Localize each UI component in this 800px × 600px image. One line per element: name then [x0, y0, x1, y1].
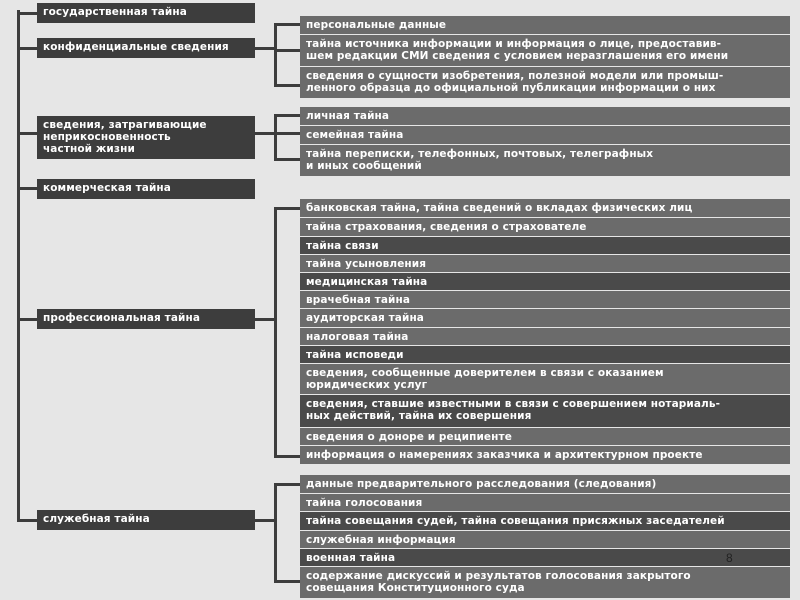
- item-communication-secret: тайна связи: [300, 237, 790, 254]
- item-military-secret: военная тайна: [300, 549, 790, 566]
- item-constitutional-court: содержание дискуссий и результатов голосования закрытого совещания Конституционного суда: [300, 567, 790, 598]
- item-personal-data: персональные данные: [300, 16, 790, 34]
- category-state-secret: государственная тайна: [37, 3, 255, 23]
- item-judges-deliberation: тайна совещания судей, тайна совещания присяжных заседателей: [300, 512, 790, 530]
- group-bracket: [274, 114, 277, 161]
- connector: [274, 84, 300, 87]
- item-architecture-info: информация о намерениях заказчика и архитектурном проекте: [300, 446, 790, 464]
- group-bracket: [274, 483, 277, 583]
- connector: [274, 483, 300, 486]
- item-medical-secret: медицинская тайна: [300, 273, 790, 290]
- item-official-info: служебная информация: [300, 531, 790, 548]
- item-invention-info: сведения о сущности изобретения, полезной модели или промыш- ленного образца до официальной публикации информации о них: [300, 67, 790, 98]
- connector: [17, 12, 37, 15]
- item-voting-secret: тайна голосования: [300, 494, 790, 511]
- item-tax-secret: налоговая тайна: [300, 328, 790, 345]
- connector: [255, 318, 275, 321]
- category-official: служебная тайна: [37, 510, 255, 530]
- item-investigation-data: данные предварительного расследования (следования): [300, 475, 790, 493]
- connector: [17, 47, 37, 50]
- connector: [274, 207, 300, 210]
- item-donor-info: сведения о доноре и реципиенте: [300, 428, 790, 445]
- item-personal-secret: личная тайна: [300, 107, 790, 125]
- connector: [274, 49, 300, 52]
- item-notarial-info: сведения, ставшие известными в связи с совершением нотариаль- ных действий, тайна их совершения: [300, 395, 790, 427]
- connector: [17, 187, 37, 190]
- group-bracket: [274, 23, 277, 86]
- page-number: 8: [726, 551, 733, 565]
- item-source-secret: тайна источника информации и информация о лице, предоставив- шем редакции СМИ сведения с условием неразглашения его имени: [300, 35, 790, 66]
- connector: [17, 132, 37, 135]
- item-doctor-secret: врачебная тайна: [300, 291, 790, 308]
- connector: [274, 132, 300, 135]
- connector: [274, 580, 300, 583]
- item-confession-secret: тайна исповеди: [300, 346, 790, 363]
- category-commercial: коммерческая тайна: [37, 179, 255, 199]
- main-spine: [17, 10, 20, 521]
- category-confidential: конфиденциальные сведения: [37, 38, 255, 58]
- item-family-secret: семейная тайна: [300, 126, 790, 144]
- group-bracket: [274, 207, 277, 457]
- category-professional: профессиональная тайна: [37, 309, 255, 329]
- category-privacy: сведения, затрагивающие неприкосновенность частной жизни: [37, 116, 255, 159]
- item-adoption-secret: тайна усыновления: [300, 255, 790, 272]
- item-insurance-secret: тайна страхования, сведения о страхователе: [300, 218, 790, 236]
- connector: [274, 23, 300, 26]
- connector: [255, 132, 275, 135]
- connector: [274, 455, 300, 458]
- item-correspondence-secret: тайна переписки, телефонных, почтовых, телеграфных и иных сообщений: [300, 145, 790, 176]
- connector: [255, 47, 275, 50]
- connector: [274, 114, 300, 117]
- connector: [17, 318, 37, 321]
- connector: [255, 519, 275, 522]
- connector: [17, 519, 37, 522]
- item-audit-secret: аудиторская тайна: [300, 309, 790, 327]
- item-banking-secret: банковская тайна, тайна сведений о вкладах физических лиц: [300, 199, 790, 217]
- item-legal-services-info: сведения, сообщенные доверителем в связи с оказанием юридических услуг: [300, 364, 790, 394]
- connector: [274, 158, 300, 161]
